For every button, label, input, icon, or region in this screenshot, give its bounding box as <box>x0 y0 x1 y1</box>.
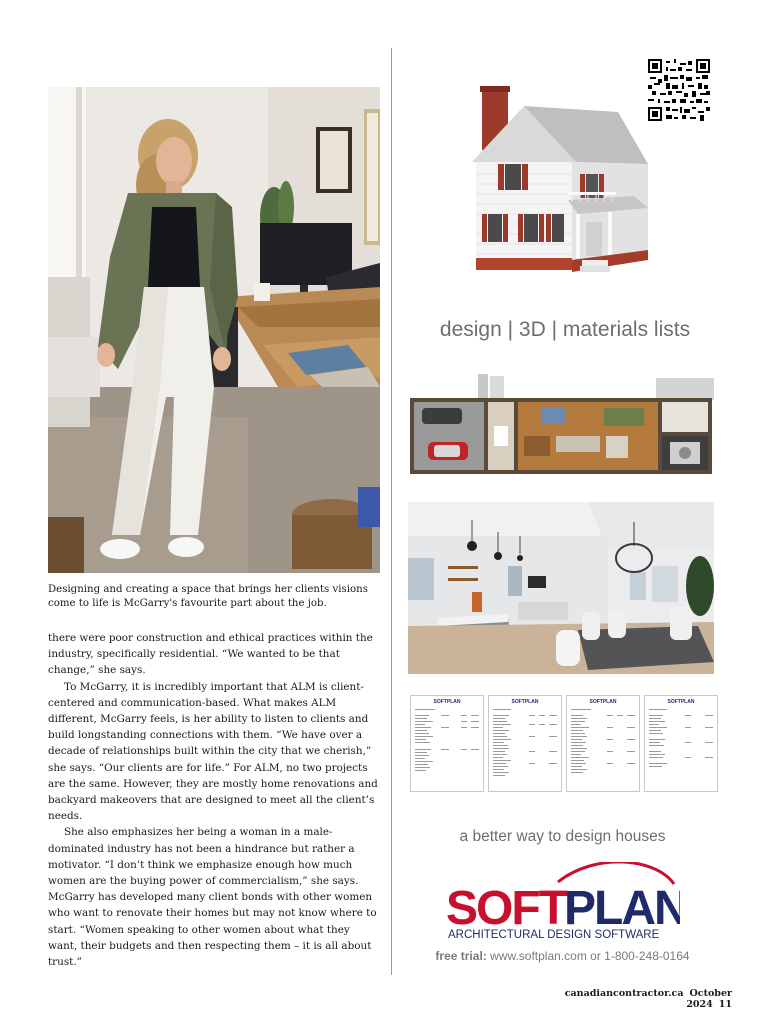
feature-photo <box>48 87 380 573</box>
page-number: 11 <box>718 999 732 1010</box>
interior-render <box>408 502 714 674</box>
ad-tagline: design | 3D | materials lists <box>439 318 691 341</box>
floor-plan-render <box>408 374 718 476</box>
ad-subheadline: a better way to design houses <box>459 828 666 845</box>
materials-report <box>566 695 640 792</box>
softplan-logo[interactable] <box>446 862 680 942</box>
materials-report <box>644 695 718 792</box>
photo-caption: Designing and creating a space that brings her clients visions come to life is McGarry's favourite part about the job. <box>48 584 368 609</box>
materials-lists <box>408 695 718 792</box>
report-logo: SOFTPLAN <box>433 699 461 705</box>
article-body <box>48 630 381 970</box>
logo-plan: PLAN <box>564 882 680 935</box>
footer-site[interactable]: canadiancontractor.ca <box>564 988 684 999</box>
column-divider <box>391 48 392 975</box>
report-logo: SOFTPLAN <box>589 699 617 705</box>
materials-report <box>488 695 562 792</box>
house-3d-render <box>468 84 653 284</box>
logo-subtitle: ARCHITECTURAL DESIGN SOFTWARE <box>448 929 660 941</box>
article-paragraph: there were poor construction and ethical practices within the industry, specifically residential. “We wanted to be that change,” she says. <box>48 632 373 677</box>
report-logo: SOFTPLAN <box>511 699 539 705</box>
logo-soft: SOFT <box>446 882 566 935</box>
trial-label: free trial: <box>435 949 487 963</box>
materials-report <box>410 695 484 792</box>
report-logo: SOFTPLAN <box>667 699 695 705</box>
page-footer <box>532 988 732 1010</box>
qr-code[interactable] <box>648 59 710 121</box>
footer-issue: October 2024 <box>686 988 732 1010</box>
article-paragraph: To McGarry, it is incredibly important that ALM is client-centered and communication-based. What makes ALM different, McGarry feels, is her ability to listen to clients and build longstanding connections with them. “We have over a decade of relationships built within the city that we cherish,” she says. “Our clients are for life.” For ALM, no two projects are the same. However, they are mostly home renovations and backyard makeovers that are designed to meet all the client’s needs. <box>48 680 378 823</box>
trial-contact[interactable]: www.softplan.com or 1-800-248-0164 <box>490 949 690 963</box>
free-trial-line[interactable] <box>410 949 715 963</box>
article-paragraph: She also emphasizes her being a woman in a male-dominated industry has not been a hindrance but rather a motivator. “I don’t think we emphasize enough how much women are the buying power of commercialism,” she says. McGarry has developed many client bonds with other women who want to renovate their homes but may not know where to start. “Women speaking to other women about what they want, their budgets and then respecting them – it is all about trust.” <box>48 826 377 969</box>
